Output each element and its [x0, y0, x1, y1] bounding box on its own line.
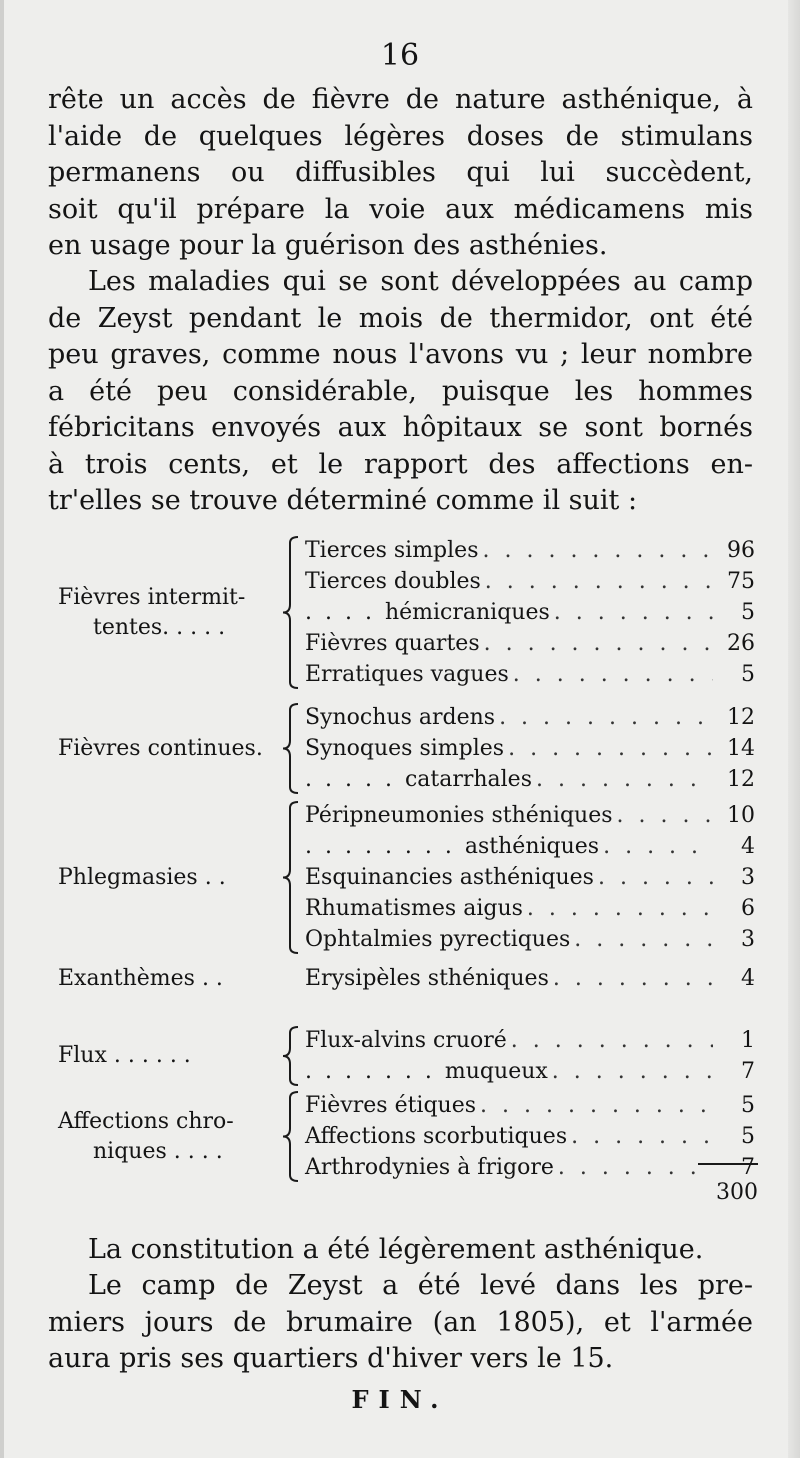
case-count: 3 — [741, 865, 755, 890]
case-count: 4 — [741, 834, 755, 859]
case-count: 4 — [741, 966, 755, 991]
disease-statistics-table — [50, 535, 760, 1205]
disease-name — [305, 924, 570, 955]
case-count: 75 — [727, 569, 755, 594]
disease-name-text: Flux-alvins cruoré — [305, 1028, 507, 1053]
disease-name — [305, 1121, 567, 1152]
disease-name-text: Synoques simples — [305, 736, 505, 761]
case-count: 6 — [741, 896, 755, 921]
table-row — [305, 924, 755, 955]
group-rows — [305, 535, 755, 690]
text-line: La constitution a été légèrement asthénique. — [88, 1234, 704, 1265]
group-label-line: Affections chro- — [58, 1108, 234, 1134]
curly-brace-icon — [280, 702, 302, 795]
curly-brace-icon — [280, 1025, 302, 1087]
disease-name — [305, 1152, 554, 1183]
case-count: 3 — [741, 927, 755, 952]
text-line: permanens ou diffusibles qui lui succèdent, — [48, 157, 753, 188]
disease-name-text: Erratiques vagues — [305, 662, 509, 687]
table-row — [305, 1025, 755, 1056]
leader-dots — [594, 862, 713, 893]
text-line: à trois cents, et le rapport des affections en- — [48, 448, 753, 480]
disease-name — [305, 733, 504, 764]
group-label — [58, 734, 283, 764]
disease-name-text: Fièvres quartes — [305, 631, 480, 656]
case-count: 96 — [727, 538, 755, 563]
case-count: 14 — [727, 736, 755, 761]
paragraph-constitution — [48, 1232, 753, 1269]
text-line: soit qu'il prépare la voie aux médicamens mis — [48, 193, 753, 225]
text-line: en usage pour la guérison des asthénies. — [48, 230, 608, 261]
page-edge-right — [788, 0, 800, 1458]
table-row — [305, 702, 755, 733]
disease-name-text: muqueux — [444, 1059, 548, 1084]
group-label-line: Fièvres intermit- — [58, 584, 246, 610]
disease-name — [305, 764, 532, 795]
table-row — [305, 862, 755, 893]
leader-dots — [554, 1152, 713, 1183]
disease-group — [50, 963, 760, 994]
disease-name-text: Tierces simples — [305, 538, 479, 563]
disease-name-text: Arthrodynies à frigore — [305, 1155, 554, 1180]
group-label — [58, 863, 283, 893]
curly-brace-icon — [280, 1090, 302, 1183]
disease-name — [305, 1056, 548, 1087]
text-line: rête un accès de fièvre de nature asthénique, à — [48, 84, 753, 115]
disease-name-text: Erysipèles sthéniques — [305, 966, 549, 991]
group-label-line: Exanthèmes . . — [58, 965, 223, 991]
disease-name — [305, 831, 599, 862]
group-label — [58, 1041, 283, 1071]
disease-name-text: asthéniques — [464, 834, 600, 859]
disease-name-text: Ophtalmies pyrectiques — [305, 927, 571, 952]
case-count: 12 — [727, 705, 755, 730]
ditto-dots: . . . . . — [305, 767, 405, 792]
text-line: Les maladies qui se sont développées au camp — [88, 266, 753, 297]
table-row — [305, 659, 755, 690]
disease-name — [305, 659, 509, 690]
leader-dots — [523, 893, 713, 924]
ditto-dots: . . . . — [305, 600, 385, 625]
leader-dots — [495, 702, 713, 733]
disease-name-text: Péripneumonies sthéniques — [305, 803, 613, 828]
disease-name — [305, 628, 480, 659]
table-row — [305, 963, 755, 994]
text-line: de Zeyst pendant le mois de thermidor, ont été — [48, 302, 753, 334]
disease-group — [50, 535, 760, 690]
group-label — [58, 1107, 283, 1167]
leader-dots — [480, 628, 713, 659]
group-label-line: Fièvres continues. — [58, 735, 263, 761]
text-line: Le camp de Zeyst a été levé dans les pre- — [88, 1270, 753, 1301]
group-rows — [305, 963, 755, 994]
paragraph-camp-raised — [48, 1268, 753, 1378]
disease-name-text: Tierces doubles — [305, 569, 481, 594]
end-mark: FIN. — [351, 1385, 449, 1414]
group-label-line: niques . . . . — [93, 1138, 223, 1164]
disease-group — [50, 1090, 760, 1183]
text-line: peu graves, comme nous l'avons vu ; leur nombre — [48, 339, 753, 370]
case-count: 5 — [741, 1124, 755, 1149]
leader-dots — [550, 597, 713, 628]
group-label-line: Flux . . . . . . — [58, 1043, 191, 1068]
leader-dots — [504, 733, 713, 764]
table-row — [305, 831, 755, 862]
disease-name-text: Synochus ardens — [305, 705, 496, 730]
disease-name-text: Fièvres étiques — [305, 1093, 477, 1118]
text-line: fébricitans envoyés aux hôpitaux se sont bornés — [48, 412, 753, 443]
disease-name-text: Rhumatismes aigus — [305, 896, 523, 921]
table-row — [305, 800, 755, 831]
ditto-dots: . . . . . . . — [305, 1059, 445, 1084]
group-label-line: tentes. . . . . — [93, 614, 226, 640]
disease-name — [305, 597, 550, 628]
table-row — [305, 566, 755, 597]
ditto-dots: . . . . . . . . — [305, 834, 465, 859]
group-rows — [305, 800, 755, 955]
text-line: aura pris ses quartiers d'hiver vers le 15. — [48, 1343, 614, 1374]
disease-name — [305, 862, 594, 893]
disease-name — [305, 893, 523, 924]
case-count: 1 — [741, 1028, 755, 1053]
group-label — [58, 583, 283, 643]
table-row — [305, 1152, 755, 1183]
table-row — [305, 1090, 755, 1121]
leader-dots — [549, 963, 713, 994]
case-count: 26 — [727, 631, 755, 656]
case-count: 7 — [741, 1155, 755, 1180]
disease-group — [50, 1025, 760, 1087]
curly-brace-icon — [280, 535, 302, 690]
leader-dots — [509, 659, 713, 690]
case-count: 5 — [741, 1093, 755, 1118]
disease-name — [305, 702, 495, 733]
disease-name — [305, 535, 479, 566]
disease-name-text: Esquinancies asthéniques — [305, 865, 594, 890]
table-row — [305, 628, 755, 659]
disease-name — [305, 963, 549, 994]
disease-name — [305, 566, 481, 597]
text-line: miers jours de brumaire (an 1805), et l'armée — [48, 1306, 753, 1338]
disease-name-text: catarrhales — [404, 767, 532, 792]
table-row — [305, 764, 755, 795]
paragraph-camp-diseases — [48, 264, 753, 520]
case-count: 5 — [741, 662, 755, 687]
table-row — [305, 733, 755, 764]
disease-group — [50, 702, 760, 795]
case-count: 12 — [727, 767, 755, 792]
text-line: tr'elles se trouve déterminé comme il suit : — [48, 485, 638, 516]
case-count: 5 — [741, 600, 755, 625]
group-label — [58, 964, 283, 994]
leader-dots — [599, 831, 713, 862]
table-row — [305, 1056, 755, 1087]
leader-dots — [532, 764, 713, 795]
leader-dots — [567, 1121, 713, 1152]
total-count: 300 — [716, 1180, 758, 1205]
leader-dots — [481, 566, 713, 597]
group-rows — [305, 702, 755, 795]
page-edge-left — [0, 0, 4, 1458]
page-number: 16 — [380, 38, 420, 73]
leader-dots — [570, 924, 713, 955]
disease-name-text: Affections scorbutiques — [305, 1124, 568, 1149]
table-row — [305, 1121, 755, 1152]
table-row — [305, 535, 755, 566]
table-row — [305, 597, 755, 628]
case-count: 7 — [741, 1059, 755, 1084]
leader-dots — [613, 800, 713, 831]
group-label-line: Phlegmasies . . — [58, 864, 226, 890]
disease-name — [305, 800, 613, 831]
group-rows — [305, 1025, 755, 1087]
text-line: a été peu considérable, puisque les hommes — [48, 375, 753, 407]
disease-name — [305, 1025, 507, 1056]
disease-name-text: hémicraniques — [384, 600, 550, 625]
text-line: l'aide de quelques légères doses de stimulans — [48, 120, 753, 152]
paragraph-fever-treatment — [48, 82, 753, 265]
disease-group — [50, 800, 760, 955]
leader-dots — [479, 535, 714, 566]
table-row — [305, 893, 755, 924]
disease-name — [305, 1090, 476, 1121]
leader-dots — [548, 1056, 713, 1087]
group-rows — [305, 1090, 755, 1183]
leader-dots — [476, 1090, 713, 1121]
curly-brace-icon — [280, 800, 302, 955]
leader-dots — [507, 1025, 713, 1056]
case-count: 10 — [727, 803, 755, 828]
